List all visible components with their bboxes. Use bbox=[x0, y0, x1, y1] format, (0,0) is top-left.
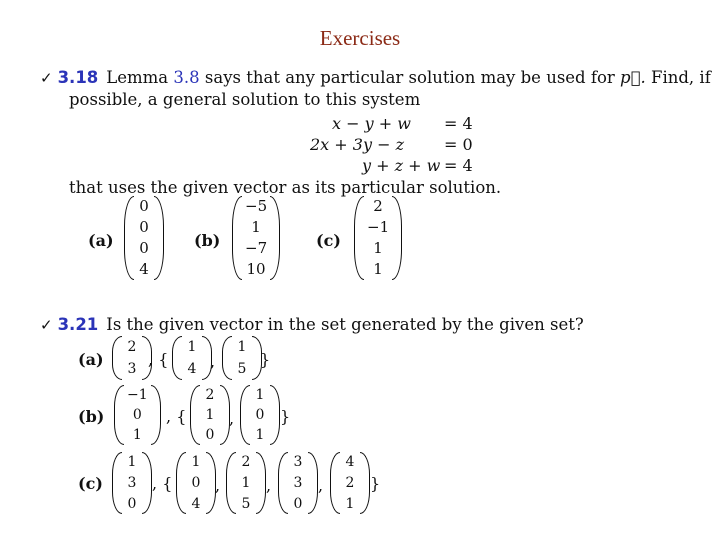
set-vector: 3 3 0 bbox=[278, 452, 318, 514]
set-vector: 1 5 bbox=[222, 336, 262, 380]
set-vector: 2 1 5 bbox=[226, 452, 266, 514]
part-label: (a) bbox=[78, 350, 104, 369]
checkmark-icon: ✓ bbox=[40, 69, 53, 87]
equation-3: y + z + w bbox=[362, 156, 441, 175]
comma-brace: , { bbox=[148, 350, 169, 369]
checkmark-icon: ✓ bbox=[40, 316, 53, 334]
equation-1-rhs: = 4 bbox=[444, 114, 473, 133]
part-label: (b) bbox=[194, 231, 221, 250]
comma-brace: , { bbox=[166, 407, 187, 426]
target-vector-b: −1 0 1 bbox=[114, 385, 161, 445]
part-label: (c) bbox=[78, 474, 103, 493]
exercise-number: 3.18 bbox=[57, 68, 99, 87]
lemma-reference: 3.8 bbox=[173, 68, 200, 87]
vector-c: 2 −1 1 1 bbox=[354, 196, 402, 280]
set-vector: 2 1 0 bbox=[190, 385, 230, 445]
part-label: (c) bbox=[316, 231, 341, 250]
set-vector: 1 4 bbox=[172, 336, 212, 380]
equation-3-rhs: = 4 bbox=[444, 156, 473, 175]
equation-2: 2x + 3y − z bbox=[310, 135, 405, 154]
vector-b: −5 1 −7 10 bbox=[232, 196, 280, 280]
exercise-number: 3.21 bbox=[57, 315, 99, 334]
exercise-3-21-question: ✓ 3.21 Is the given vector in the set generated by the given set? bbox=[40, 315, 584, 334]
set-vector: 1 0 1 bbox=[240, 385, 280, 445]
equation-1: x − y + w bbox=[332, 114, 411, 133]
target-vector-a: 2 3 bbox=[112, 336, 152, 380]
set-vector: 4 2 1 bbox=[330, 452, 370, 514]
vector-p: p⃗. bbox=[620, 68, 646, 87]
part-label: (a) bbox=[88, 231, 114, 250]
comma-brace: , { bbox=[152, 474, 173, 493]
target-vector-c: 1 3 0 bbox=[112, 452, 152, 514]
page-title: Exercises bbox=[319, 26, 401, 50]
exercise-3-18-line-1: ✓ 3.18 Lemma 3.8 says that any particular solution may be used for p⃗. Find, if bbox=[40, 68, 711, 87]
exercise-3-18-line-2: possible, a general solution to this system bbox=[69, 90, 421, 109]
part-label: (b) bbox=[78, 407, 105, 426]
equation-2-rhs: = 0 bbox=[444, 135, 473, 154]
set-vector: 1 0 4 bbox=[176, 452, 216, 514]
vector-a: 0 0 0 4 bbox=[124, 196, 164, 280]
exercise-3-18-line-3: that uses the given vector as its particular solution. bbox=[69, 178, 502, 197]
